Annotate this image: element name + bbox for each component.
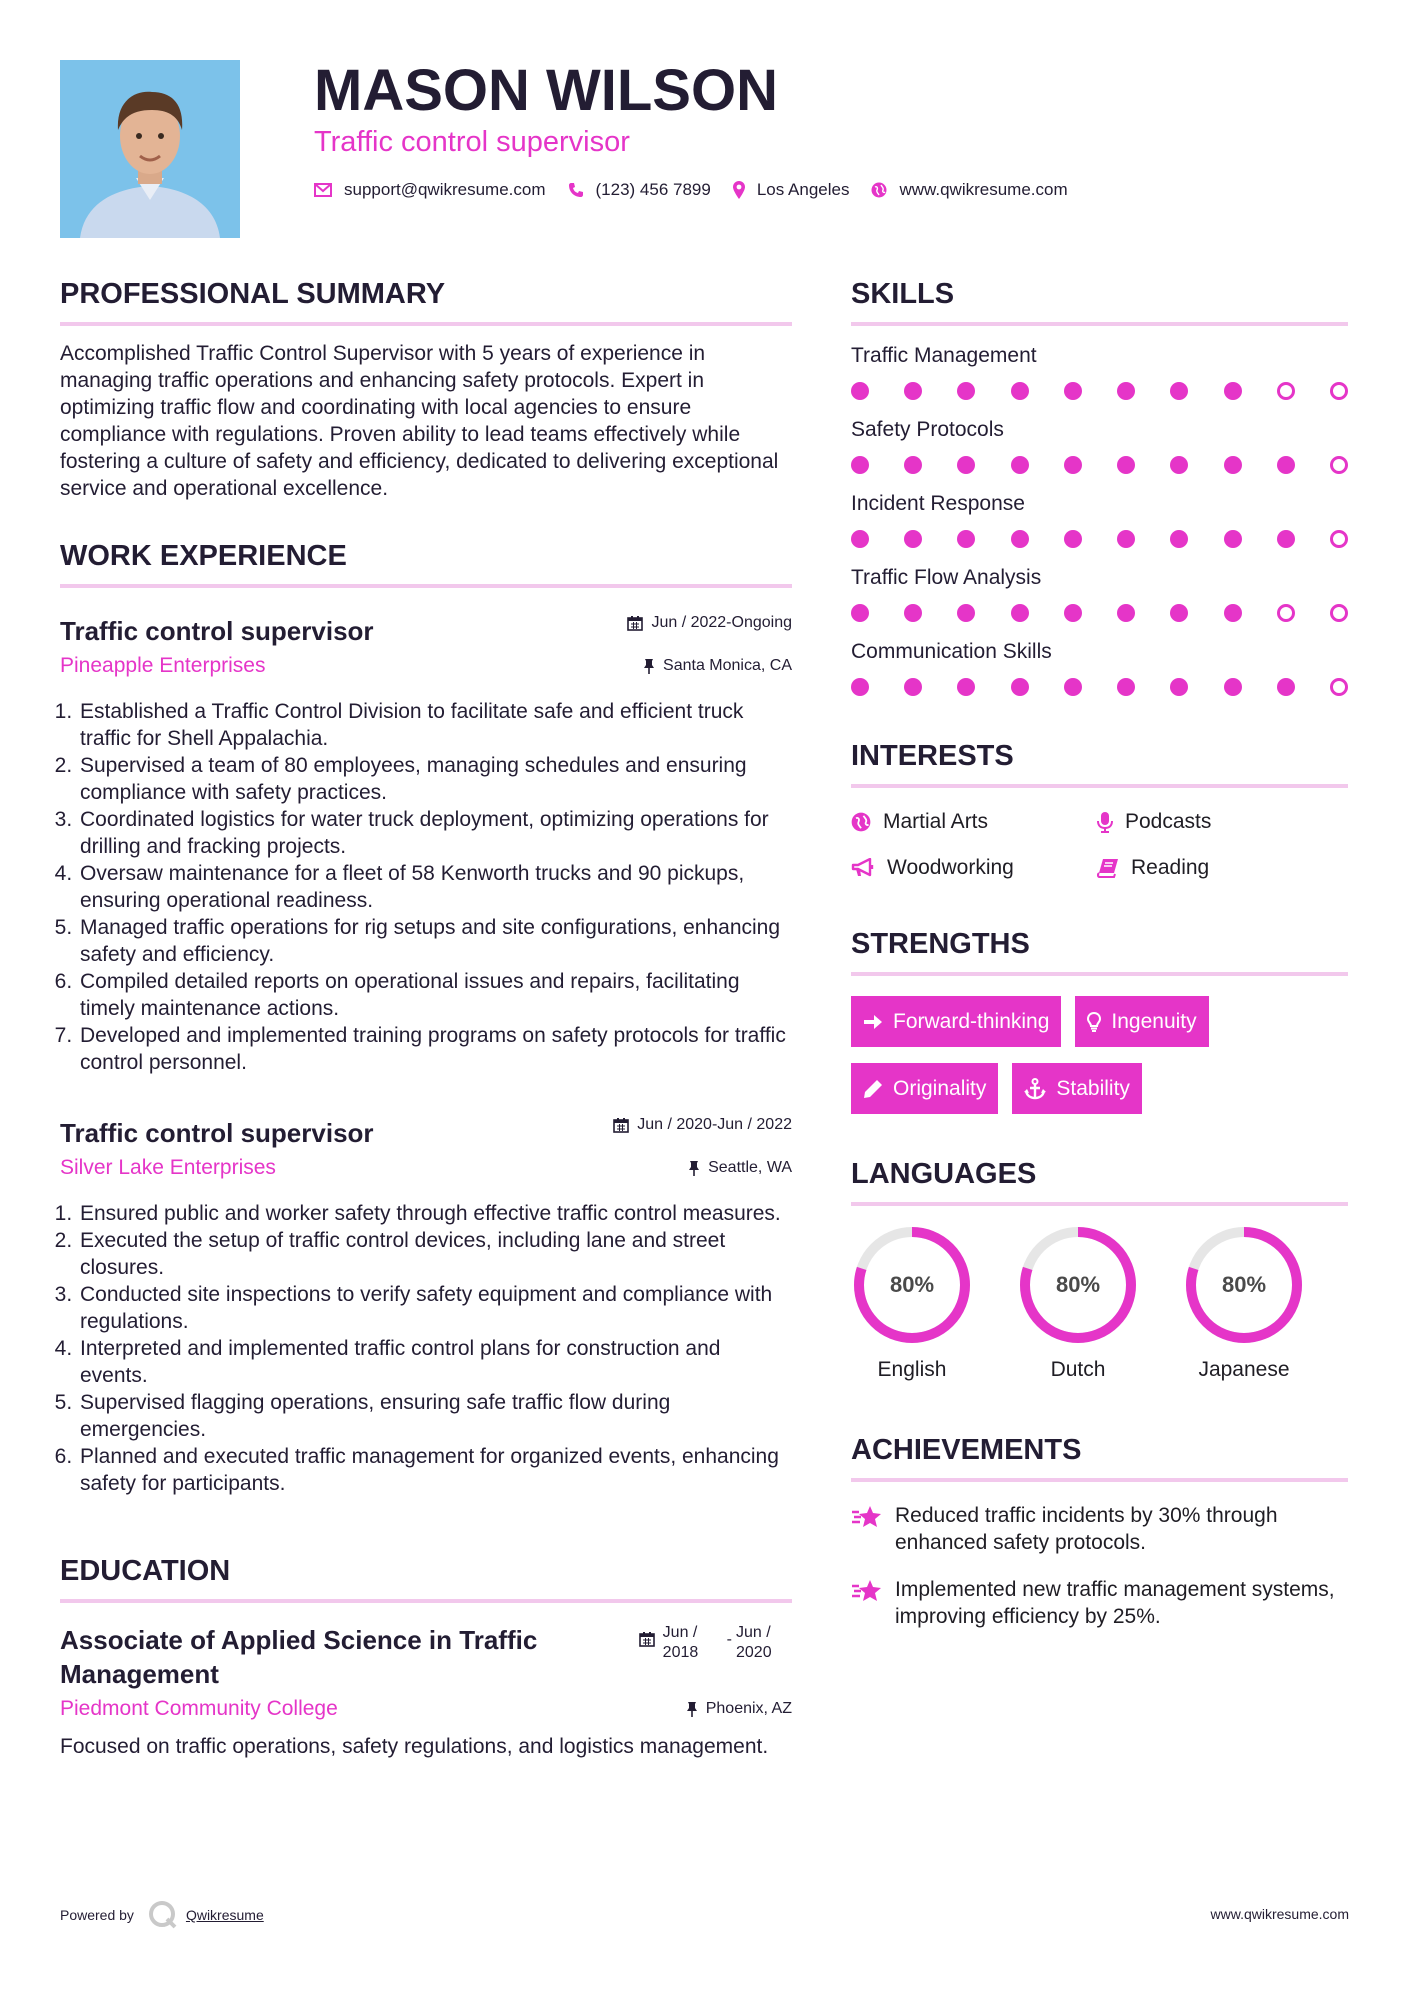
strength-tag <box>851 996 1061 1047</box>
skill-dot-filled <box>1170 456 1188 474</box>
skill-dot-filled <box>1224 382 1242 400</box>
skill-dot-filled <box>904 382 922 400</box>
book-icon <box>1097 858 1119 878</box>
skill-dot-filled <box>851 530 869 548</box>
skill-item <box>851 342 1348 400</box>
language-percent: 80% <box>1055 1272 1101 1297</box>
contact-email[interactable] <box>314 180 546 200</box>
job-entry <box>60 614 792 1076</box>
skill-dot-filled <box>957 456 975 474</box>
pushpin-icon <box>643 658 655 674</box>
job-bullet: 3. Coordinated logistics for water truck deployment, optimizing operations for drilling and fracking projects. <box>78 806 792 860</box>
skill-dot-filled <box>1011 604 1029 622</box>
skill-dot-filled <box>1064 604 1082 622</box>
job-bullet: 4. Interpreted and implemented traffic control plans for construction and events. <box>78 1335 792 1389</box>
skill-dot-empty <box>1330 456 1348 474</box>
skill-dot-filled <box>1011 530 1029 548</box>
education-date-start: Jun / 2018 <box>662 1624 699 1661</box>
skill-item <box>851 416 1348 474</box>
candidate-name: MASON WILSON <box>314 58 778 123</box>
powered-by-text: Powered by <box>60 1907 134 1923</box>
skill-dot-filled <box>1064 530 1082 548</box>
interest-label: Woodworking <box>887 856 1014 879</box>
calendar-icon <box>639 1631 655 1647</box>
skill-dot-filled <box>1011 678 1029 696</box>
school-name: Piedmont Community College <box>60 1697 338 1720</box>
job-date <box>627 614 792 632</box>
skill-dot-filled <box>1170 382 1188 400</box>
language-name: Dutch <box>1050 1358 1106 1381</box>
achievement-text: Implemented new traffic management systems, improving efficiency by 25%. <box>895 1578 1335 1628</box>
skill-rating <box>851 530 1348 548</box>
envelope-icon <box>314 183 332 197</box>
contact-email-text: support@qwikresume.com <box>344 180 546 199</box>
job-location <box>688 1159 792 1177</box>
language-ring <box>1017 1224 1139 1346</box>
skill-dot-filled <box>1117 382 1135 400</box>
job-bullet: 7. Developed and implemented training programs on safety protocols for traffic control personnel. <box>78 1022 792 1076</box>
strengths-section <box>851 922 1348 1130</box>
skill-dot-filled <box>904 604 922 622</box>
skill-dot-filled <box>1277 678 1295 696</box>
shooting-star-icon <box>851 1578 883 1604</box>
education-heading: EDUCATION <box>60 1555 231 1587</box>
strength-label: Originality <box>893 1076 987 1100</box>
skill-dot-filled <box>1224 678 1242 696</box>
skill-dot-filled <box>904 678 922 696</box>
skill-item <box>851 490 1348 548</box>
interests-section <box>851 734 1348 882</box>
skill-dot-empty <box>1277 382 1295 400</box>
education-description: Focused on traffic operations, safety regulations, and logistics management. <box>60 1735 769 1758</box>
skill-dot-filled <box>1224 530 1242 548</box>
language-percent: 80% <box>889 1272 935 1297</box>
skill-item <box>851 564 1348 622</box>
left-column <box>60 272 792 1760</box>
skill-dot-filled <box>957 604 975 622</box>
skill-dot-filled <box>1064 678 1082 696</box>
skill-dot-filled <box>1170 530 1188 548</box>
right-column <box>851 272 1348 1630</box>
skill-dot-filled <box>1064 382 1082 400</box>
language-ring <box>851 1224 973 1346</box>
skill-dot-filled <box>1117 530 1135 548</box>
globe-icon <box>871 182 887 198</box>
job-bullet: 1. Established a Traffic Control Division to facilitate safe and efficient truck traffic for Shell Appalachia. <box>78 698 792 752</box>
job-title: Traffic control supervisor <box>60 1118 374 1148</box>
skill-dot-empty <box>1330 382 1348 400</box>
skill-dot-empty <box>1330 604 1348 622</box>
experience-section <box>60 534 792 1497</box>
education-entry <box>60 1623 792 1760</box>
qwikresume-logo-icon <box>148 1900 178 1930</box>
contact-phone[interactable] <box>568 180 711 200</box>
skill-dot-filled <box>851 456 869 474</box>
languages-heading: LANGUAGES <box>851 1158 1037 1190</box>
skill-name: Traffic Flow Analysis <box>851 566 1042 589</box>
job-bullet: 4. Oversaw maintenance for a fleet of 58 Kenworth trucks and 90 pickups, ensuring operational readiness. <box>78 860 792 914</box>
contact-bar <box>314 178 1090 202</box>
calendar-icon <box>613 1117 629 1133</box>
summary-divider <box>60 322 792 326</box>
language-item <box>1183 1224 1305 1384</box>
languages-divider <box>851 1202 1348 1206</box>
job-bullets <box>60 698 792 1076</box>
job-company: Silver Lake Enterprises <box>60 1156 276 1179</box>
experience-divider <box>60 584 792 588</box>
skill-dot-filled <box>1011 456 1029 474</box>
job-title: Traffic control supervisor <box>60 616 374 646</box>
skill-dot-filled <box>1224 604 1242 622</box>
strengths-divider <box>851 972 1348 976</box>
job-bullet: 5. Supervised flagging operations, ensuring safe traffic flow during emergencies. <box>78 1389 792 1443</box>
contact-website[interactable] <box>871 180 1067 200</box>
summary-text: Accomplished Traffic Control Supervisor with 5 years of experience in managing traffic operations and enhancing safety protocols. Expert in optimizing traffic flow and coordinating with local agencies to ensure compliance with regulations. Proven ability to lead teams effectively while fostering a culture of safety and efficiency, dedicated to delivering exceptional service and operational excellence. <box>60 342 779 500</box>
job-date-text: Jun / 2022-Ongoing <box>651 614 792 631</box>
skill-dot-empty <box>1330 530 1348 548</box>
skill-dot-filled <box>957 678 975 696</box>
job-bullets <box>60 1200 792 1497</box>
anchor-icon <box>1024 1078 1046 1100</box>
skill-dot-filled <box>1011 382 1029 400</box>
pushpin-icon <box>686 1701 698 1717</box>
profile-photo <box>60 60 240 238</box>
skill-dot-filled <box>957 530 975 548</box>
bullhorn-icon <box>851 858 875 878</box>
candidate-title: Traffic control supervisor <box>314 126 630 158</box>
skill-rating <box>851 678 1348 696</box>
skill-dot-filled <box>1117 456 1135 474</box>
education-location-text: Phoenix, AZ <box>705 1700 792 1717</box>
skill-name: Communication Skills <box>851 640 1052 663</box>
skill-dot-filled <box>1170 604 1188 622</box>
languages-section <box>851 1152 1348 1384</box>
globe-icon <box>851 812 871 832</box>
achievements-section <box>851 1428 1348 1630</box>
skill-name: Incident Response <box>851 492 1025 515</box>
job-location-text: Santa Monica, CA <box>663 657 792 674</box>
calendar-icon <box>627 615 643 631</box>
contact-phone-text: (123) 456 7899 <box>595 180 711 199</box>
job-company: Pineapple Enterprises <box>60 654 266 677</box>
skill-name: Traffic Management <box>851 344 1037 367</box>
microphone-icon <box>1097 811 1113 833</box>
language-percent: 80% <box>1221 1272 1267 1297</box>
strength-tag <box>851 1063 998 1114</box>
degree-title: Associate of Applied Science in Traffic Management <box>60 1625 538 1689</box>
pushpin-icon <box>688 1160 700 1176</box>
map-pin-icon <box>733 181 745 199</box>
skill-rating <box>851 382 1348 400</box>
skill-dot-filled <box>1117 678 1135 696</box>
skill-dot-filled <box>1117 604 1135 622</box>
job-bullet: 6. Compiled detailed reports on operational issues and repairs, facilitating timely maintenance actions. <box>78 968 792 1022</box>
skill-dot-filled <box>1277 456 1295 474</box>
achievements-divider <box>851 1478 1348 1482</box>
skill-dot-empty <box>1330 678 1348 696</box>
interest-item <box>851 808 1097 836</box>
education-location <box>686 1700 792 1718</box>
interest-item <box>1097 854 1343 882</box>
summary-heading: PROFESSIONAL SUMMARY <box>60 278 446 310</box>
qwikresume-link[interactable]: Qwikresume <box>185 1907 264 1923</box>
skill-dot-filled <box>904 456 922 474</box>
lightbulb-icon <box>1087 1012 1101 1032</box>
arrow-right-icon <box>863 1013 883 1031</box>
job-bullet: 1. Ensured public and worker safety through effective traffic control measures. <box>78 1200 792 1227</box>
interests-heading: INTERESTS <box>851 740 1014 772</box>
strengths-heading: STRENGTHS <box>851 928 1030 960</box>
contact-location <box>733 180 850 200</box>
footer-url[interactable]: www.qwikresume.com <box>1210 1906 1349 1922</box>
skill-name: Safety Protocols <box>851 418 1004 441</box>
language-name: Japanese <box>1198 1358 1290 1381</box>
interest-item <box>851 854 1097 882</box>
skill-dot-filled <box>957 382 975 400</box>
strength-label: Stability <box>1056 1076 1130 1100</box>
achievement-text: Reduced traffic incidents by 30% through enhanced safety protocols. <box>895 1504 1278 1554</box>
experience-heading: WORK EXPERIENCE <box>60 540 347 572</box>
footer-powered-by <box>60 1900 264 1930</box>
education-date-separator: - <box>726 1631 732 1648</box>
achievements-heading: ACHIEVEMENTS <box>851 1434 1082 1466</box>
interest-label: Reading <box>1131 856 1210 879</box>
skill-dot-filled <box>851 604 869 622</box>
job-bullet: 3. Conducted site inspections to verify safety equipment and compliance with regulations. <box>78 1281 792 1335</box>
job-bullet: 5. Managed traffic operations for rig setups and site configurations, enhancing safety and efficiency. <box>78 914 792 968</box>
job-date <box>613 1116 792 1134</box>
skill-rating <box>851 456 1348 474</box>
job-bullet: 2. Executed the setup of traffic control devices, including lane and street closures. <box>78 1227 792 1281</box>
skills-divider <box>851 322 1348 326</box>
language-item <box>851 1224 973 1384</box>
contact-location-text: Los Angeles <box>756 180 850 199</box>
shooting-star-icon <box>851 1504 883 1530</box>
language-name: English <box>877 1358 947 1381</box>
job-bullet: 6. Planned and executed traffic management for organized events, enhancing safety for participants. <box>78 1443 792 1497</box>
achievement-item <box>851 1576 1348 1630</box>
skill-dot-filled <box>851 678 869 696</box>
strength-label: Ingenuity <box>1111 1009 1197 1033</box>
language-item <box>1017 1224 1139 1384</box>
interest-label: Martial Arts <box>883 810 989 833</box>
pencil-icon <box>863 1079 883 1099</box>
skills-list <box>851 342 1348 696</box>
job-location-text: Seattle, WA <box>708 1159 792 1176</box>
skill-dot-filled <box>1224 456 1242 474</box>
skill-rating <box>851 604 1348 622</box>
skill-dot-filled <box>851 382 869 400</box>
job-bullet: 2. Supervised a team of 80 employees, managing schedules and ensuring compliance with safety practices. <box>78 752 792 806</box>
skill-dot-filled <box>1064 456 1082 474</box>
strength-tag <box>1075 996 1208 1047</box>
job-entry <box>60 1116 792 1497</box>
interest-item <box>1097 808 1343 836</box>
contact-website-text: www.qwikresume.com <box>899 180 1068 199</box>
skill-dot-filled <box>1170 678 1188 696</box>
skill-item <box>851 638 1348 696</box>
skills-section <box>851 272 1348 696</box>
interests-divider <box>851 784 1348 788</box>
skills-heading: SKILLS <box>851 278 955 310</box>
job-location <box>643 657 792 675</box>
strength-label: Forward-thinking <box>893 1009 1050 1033</box>
interest-label: Podcasts <box>1125 810 1212 833</box>
skill-dot-empty <box>1277 604 1295 622</box>
skill-dot-filled <box>904 530 922 548</box>
education-date-end: Jun / 2020 <box>736 1624 772 1661</box>
education-date <box>639 1623 792 1663</box>
education-section <box>60 1549 792 1760</box>
strength-tag <box>1012 1063 1142 1114</box>
phone-icon <box>568 182 584 198</box>
summary-section <box>60 272 792 502</box>
language-ring <box>1183 1224 1305 1346</box>
job-date-text: Jun / 2020-Jun / 2022 <box>637 1116 792 1133</box>
education-divider <box>60 1599 792 1603</box>
achievement-item <box>851 1502 1348 1556</box>
skill-dot-filled <box>1277 530 1295 548</box>
